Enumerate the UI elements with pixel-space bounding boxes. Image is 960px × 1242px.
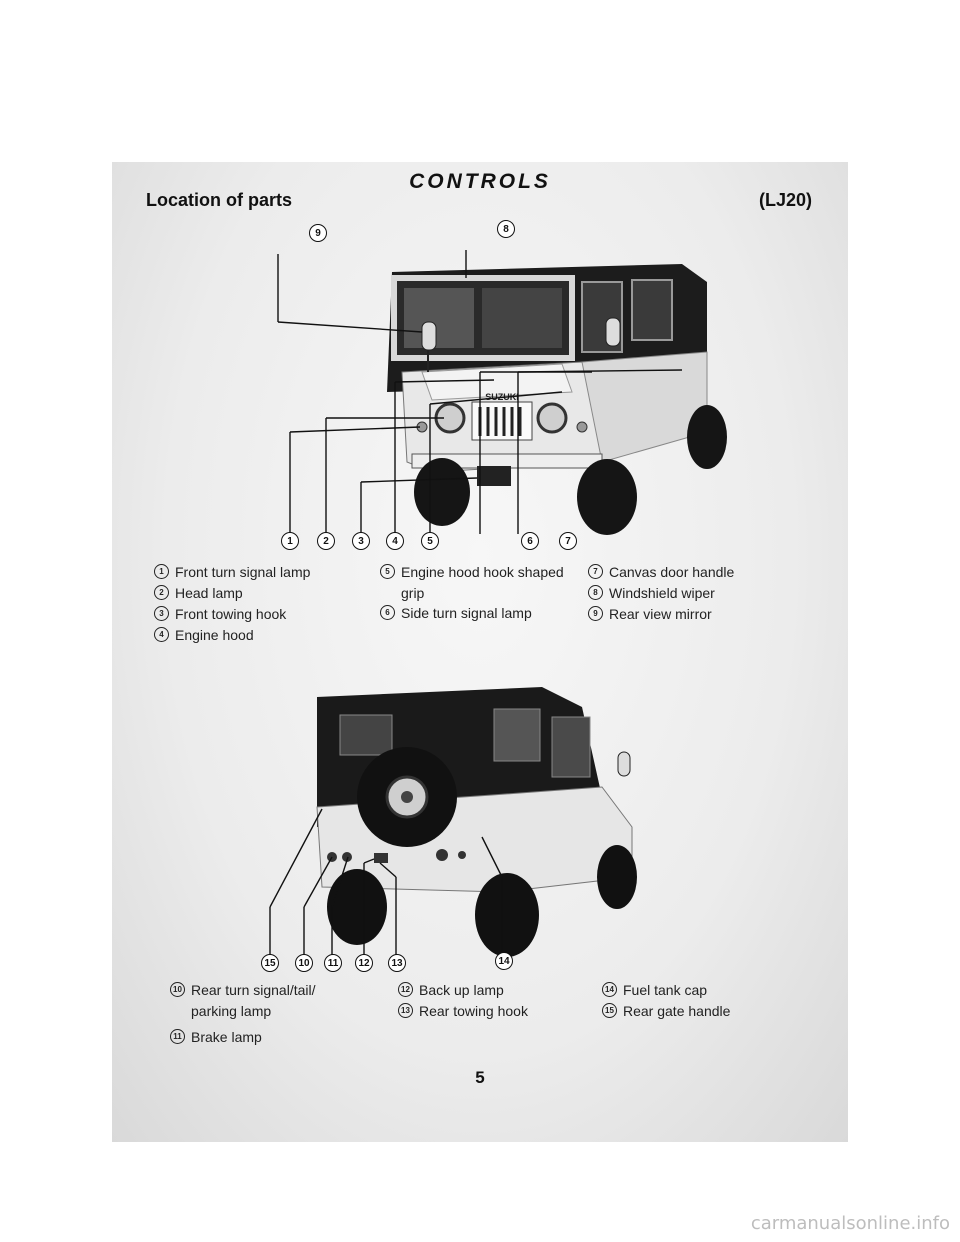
legend-badge: 15: [602, 1003, 617, 1018]
legend-label: Head lamp: [175, 585, 243, 601]
legend-badge: 7: [588, 564, 603, 579]
legend-label: Front towing hook: [175, 606, 287, 622]
legend-label: Windshield wiper: [609, 585, 715, 601]
callout-2: 2: [317, 532, 335, 550]
legend-item: [170, 980, 316, 1000]
legend-label: Front turn signal lamp: [175, 564, 311, 580]
callout-5: 5: [421, 532, 439, 550]
legend-item: [398, 980, 528, 1000]
front-legend-col1: [154, 562, 310, 646]
legend-badge: 1: [154, 564, 169, 579]
callout-9: 9: [309, 224, 327, 242]
legend-label: Rear gate handle: [623, 1003, 731, 1019]
legend-item: [154, 583, 310, 603]
legend-badge: 5: [380, 564, 395, 579]
legend-badge: 13: [398, 1003, 413, 1018]
legend-label: Engine hood hook shaped: [401, 564, 564, 580]
legend-badge: 6: [380, 605, 395, 620]
legend-item: [380, 562, 564, 582]
callout-6: 6: [521, 532, 539, 550]
callout-11: 11: [324, 954, 342, 972]
callout-14: 14: [495, 952, 513, 970]
callout-8: 8: [497, 220, 515, 238]
callout-10: 10: [295, 954, 313, 972]
legend-badge: 4: [154, 627, 169, 642]
legend-item: [588, 562, 734, 582]
legend-label: Engine hood: [175, 627, 254, 643]
rear-vehicle-photo: [262, 677, 662, 967]
legend-item: [170, 1027, 316, 1047]
legend-label-continued: grip: [401, 585, 425, 601]
legend-item: [588, 583, 734, 603]
legend-badge: 3: [154, 606, 169, 621]
legend-item: [154, 625, 310, 645]
legend-item: [154, 562, 310, 582]
legend-item: [398, 1001, 528, 1021]
legend-label-continued: parking lamp: [191, 1003, 272, 1019]
callout-4: 4: [386, 532, 404, 550]
legend-label: Rear turn signal/tail/: [191, 982, 316, 998]
legend-item: [380, 603, 564, 623]
callout-1: 1: [281, 532, 299, 550]
legend-label: Canvas door handle: [609, 564, 735, 580]
manual-page: [112, 162, 848, 1142]
section-subtitle: Location of parts: [146, 190, 293, 210]
legend-badge: 14: [602, 982, 617, 997]
legend-badge: 10: [170, 982, 185, 997]
callout-15: 15: [261, 954, 279, 972]
legend-item: [588, 604, 734, 624]
legend-badge: 2: [154, 585, 169, 600]
page-title: CONTROLS: [409, 170, 551, 193]
front-vehicle-photo: [262, 222, 782, 562]
legend-badge: 9: [588, 606, 603, 621]
legend-label: Rear view mirror: [609, 606, 712, 622]
callout-3: 3: [352, 532, 370, 550]
page-number: 5: [475, 1068, 485, 1087]
legend-item: [154, 604, 310, 624]
legend-item: [602, 1001, 730, 1021]
callout-7: 7: [559, 532, 577, 550]
rear-legend-col1: [170, 980, 316, 1048]
callout-12: 12: [355, 954, 373, 972]
legend-badge: 8: [588, 585, 603, 600]
legend-label: Side turn signal lamp: [401, 605, 532, 621]
rear-legend-col3: [602, 980, 730, 1022]
legend-label: Fuel tank cap: [623, 982, 708, 998]
legend-badge: 11: [170, 1029, 185, 1044]
front-legend-col2: [380, 562, 564, 624]
model-code: (LJ20): [758, 190, 812, 210]
legend-item: [602, 980, 730, 1000]
front-legend-col3: [588, 562, 734, 625]
grille-badge: SUZUKI: [485, 392, 519, 402]
callout-13: 13: [388, 954, 406, 972]
legend-label: Rear towing hook: [419, 1003, 528, 1019]
site-watermark-footer: carmanualsonline.info: [750, 1213, 950, 1234]
legend-badge: 12: [398, 982, 413, 997]
legend-label: Back up lamp: [419, 982, 504, 998]
rear-legend-col2: [398, 980, 528, 1022]
legend-label: Brake lamp: [191, 1029, 262, 1045]
